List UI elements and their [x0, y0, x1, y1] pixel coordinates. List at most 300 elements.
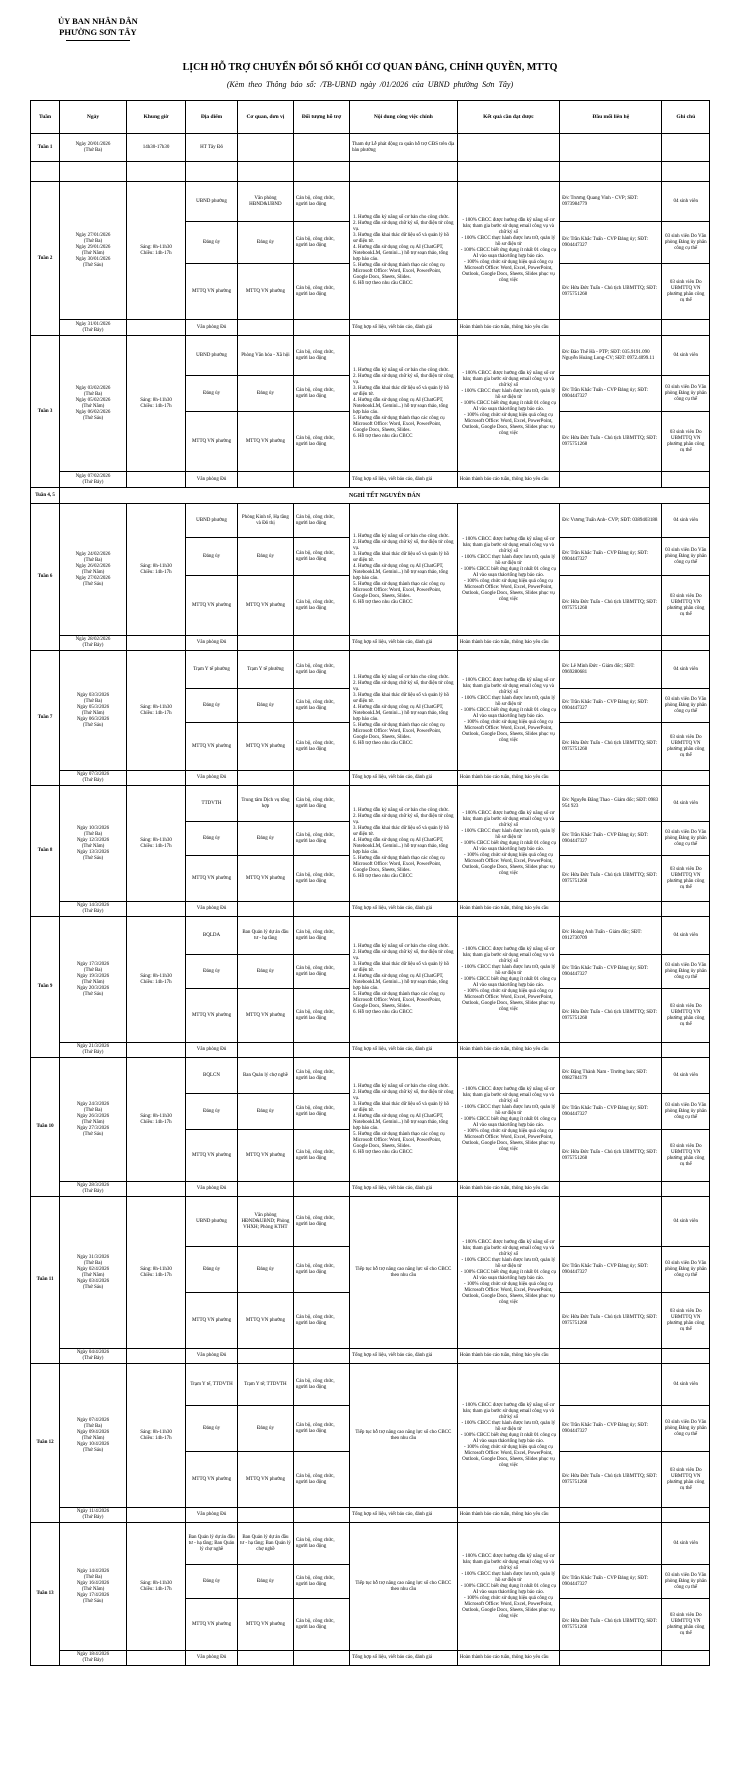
- place-cell: Đảng ủy: [186, 822, 238, 856]
- date-cell: Ngày 03/3/2026 (Thứ Ba) Ngày 05/3/2026 (Thứ Năm) Ngày 06/3/2026 (Thứ Sáu): [60, 651, 127, 771]
- place-cell: MTTQ VN phường: [186, 989, 238, 1043]
- table-row: [31, 1364, 710, 1406]
- place-cell: BQLCN: [186, 1058, 238, 1094]
- contact-cell: Đ/c Trần Khắc Tuấn - CVP Đảng ủy; SĐT: 0904447327: [560, 822, 662, 856]
- week-label: Tuần 1: [31, 134, 60, 162]
- empty-cell: [60, 162, 127, 182]
- note-cell: [662, 1043, 710, 1058]
- note-cell: 03 sinh viên Do UBMTTQ VN phường phân công cụ thể: [662, 1130, 710, 1182]
- date-cell: Ngày 07/02/2026 (Thứ Bảy): [60, 472, 127, 488]
- table-row: [31, 636, 710, 651]
- results-cell: [457, 1364, 559, 1508]
- date-cell: Ngày 07/3/2026 (Thứ Bảy): [60, 771, 127, 786]
- content-cell: Tổng hợp số liệu, viết báo cáo, đánh giá: [349, 1043, 457, 1058]
- results-cell-line: - 100% CBCC biết ứng dụng ít nhất 01 công cụ AI vào soạn thảo/tổng hợp báo cáo.: [460, 1269, 556, 1281]
- contact-cell: Đ/c Trần Khắc Tuấn - CVP Đảng ủy; SĐT: 0904447327: [560, 1565, 662, 1599]
- time-cell: [126, 636, 185, 651]
- place-cell: Văn phòng Đủ: [186, 1651, 238, 1666]
- column-header: Ngày: [60, 101, 127, 134]
- target-cell: Cán bộ, công chức, người lao động: [293, 723, 349, 771]
- results-cell-line: - 100% công chức sử dụng hiệu quả công cụ Microsoft Office: Word, Excel, PowerPoint, Outlook, Google Docs, Sheets, Slides phục vụ công việc: [462, 852, 555, 876]
- target-cell: Cán bộ, công chức, người lao động: [293, 1197, 349, 1247]
- date-cell: Ngày 11/4/2026 (Thứ Bảy): [60, 1508, 127, 1523]
- content-cell-line: 4. Hướng dẫn sử dụng công cụ AI (ChatGPT, NotebookLM, Gemini...) hỗ trợ soạn thảo, tổng hợp báo cáo.: [352, 563, 448, 581]
- unit-cell: Văn phòng HĐND&UBND: [237, 182, 293, 222]
- unit-cell: Đảng ủy: [237, 1406, 293, 1452]
- place-cell: Đảng ủy: [186, 1565, 238, 1599]
- content-cell-line: 4. Hướng dẫn sử dụng công cụ AI (ChatGPT, NotebookLM, Gemini...) hỗ trợ soạn thảo, tổng hợp báo cáo.: [352, 1113, 448, 1131]
- note-cell: [662, 1349, 710, 1364]
- contact-cell: Đ/c Hứa Đức Tuấn - Chủ tịch UBMTTQ; SĐT: 0975751268: [560, 264, 662, 320]
- content-cell: Tổng hợp số liệu, viết báo cáo, đánh giá: [349, 1182, 457, 1197]
- empty-cell: [293, 162, 349, 182]
- results-cell-line: - 100% công chức sử dụng hiệu quả công cụ Microsoft Office: Word, Excel, PowerPoint, Outlook, Google Docs, Sheets, Slides phục vụ công việc: [462, 578, 555, 602]
- date-cell: Ngày 14/3/2026 (Thứ Bảy): [60, 902, 127, 917]
- time-cell: [126, 1043, 185, 1058]
- empty-cell: [31, 162, 60, 182]
- empty-cell: [560, 134, 662, 162]
- results-cell-line: - 100% CBCC thực hành được lưu trữ, quản lý hồ sơ điện tử: [461, 388, 556, 400]
- unit-cell: [237, 1508, 293, 1523]
- column-header: Đối tượng hỗ trợ: [293, 101, 349, 134]
- date-cell: Ngày 03/02/2026 (Thứ Ba) Ngày 05/02/2026 (Thứ Năm) Ngày 06/02/2026 (Thứ Sáu): [60, 336, 127, 472]
- results-cell: [457, 1523, 559, 1651]
- target-cell: [293, 636, 349, 651]
- content-cell-line: 1. Hướng dẫn ký năng số cơ bản cho công chức.: [352, 807, 450, 813]
- unit-cell: Trạm Y tế phường: [237, 651, 293, 689]
- table-row: [31, 182, 710, 222]
- holiday-banner: NGHỈ TẾT NGUYÊN ĐÁN: [60, 488, 710, 504]
- content-cell-line: 6. Hỗ trợ theo nhu cầu CBCC: [352, 873, 413, 879]
- table-row: [31, 771, 710, 786]
- unit-cell: MTTQ VN phường: [237, 1599, 293, 1651]
- week-label: Tuần 4, 5: [31, 488, 60, 504]
- results-cell-line: - 100% CBCC thực hành được lưu trữ, quản lý hồ sơ điện tử: [461, 695, 556, 707]
- content-cell-line: 4. Hướng dẫn sử dụng công cụ AI (ChatGPT, NotebookLM, Gemini...) hỗ trợ soạn thảo, tổng hợp báo cáo.: [352, 244, 448, 262]
- contact-cell: Đ/c Hứa Đức Tuấn - Chủ tịch UBMTTQ; SĐT: 0975751268: [560, 576, 662, 636]
- content-cell: Tổng hợp số liệu, viết báo cáo, đánh giá: [349, 1651, 457, 1666]
- time-cell: Sáng: 8h-11h30 Chiều: 14h-17h: [126, 504, 185, 636]
- content-cell-line: 4. Hướng dẫn sử dụng công cụ AI (ChatGPT, NotebookLM, Gemini...) hỗ trợ soạn thảo, tổng hợp báo cáo.: [352, 837, 448, 855]
- contact-cell: Đ/c Trần Khắc Tuấn - CVP Đảng ủy; SĐT: 0904447327: [560, 222, 662, 264]
- unit-cell: Đảng ủy: [237, 538, 293, 576]
- contact-cell: Đ/c Trương Quang Vinh - CVP; SĐT: 0973984779: [560, 182, 662, 222]
- note-cell: 03 sinh viên Do UBMTTQ VN phường phân công cụ thể: [662, 1599, 710, 1651]
- date-cell: Ngày 27/01/2026 (Thứ Ba) Ngày 29/01/2026 (Thứ Năm) Ngày 30/01/2026 (Thứ Sáu): [60, 182, 127, 320]
- table-row: [31, 472, 710, 488]
- target-cell: Cán bộ, công chức, người lao động: [293, 1565, 349, 1599]
- place-cell: Đảng ủy: [186, 1406, 238, 1452]
- contact-cell: Đ/c Hứa Đức Tuấn - Chủ tịch UBMTTQ; SĐT: 0975751268: [560, 1599, 662, 1651]
- content-cell: Tiếp tục hỗ trợ nâng cao năng lực số cho CBCC theo nhu cầu: [349, 1523, 457, 1651]
- content-cell: [349, 917, 457, 1043]
- content-cell-line: 6. Hỗ trợ theo nhu cầu CBCC: [352, 740, 413, 746]
- unit-cell: MTTQ VN phường: [237, 576, 293, 636]
- contact-cell: [560, 771, 662, 786]
- place-cell: Đảng ủy: [186, 1094, 238, 1130]
- contact-cell: Đ/c Đặng Thành Nam - Trưởng ban; SĐT: 0982784179: [560, 1058, 662, 1094]
- target-cell: Cán bộ, công chức, người lao động: [293, 504, 349, 538]
- place-cell: MTTQ VN phường: [186, 412, 238, 472]
- date-cell: Ngày 17/3/2026 (Thứ Ba) Ngày 19/3/2026 (Thứ Năm) Ngày 20/3/2026 (Thứ Sáu): [60, 917, 127, 1043]
- results-cell: Hoàn thành báo cáo tuần, thông báo yêu cầu: [457, 1651, 559, 1666]
- date-cell: Ngày 24/3/2026 (Thứ Ba) Ngày 26/3/2026 (Thứ Năm) Ngày 27/3/2026 (Thứ Sáu): [60, 1058, 127, 1182]
- table-row: [31, 1058, 710, 1094]
- contact-cell: Đ/c Hứa Đức Tuấn - Chủ tịch UBMTTQ; SĐT: 0975751268: [560, 989, 662, 1043]
- results-cell-line: - 100% CBCC biết ứng dụng ít nhất 01 công cụ AI vào soạn thảo/tổng hợp báo cáo.: [460, 400, 556, 412]
- results-cell-line: - 100% CBCC biết ứng dụng ít nhất 01 công cụ AI vào soạn thảo/tổng hợp báo cáo.: [460, 1116, 556, 1128]
- content-cell: Tiếp tục hỗ trợ nâng cao năng lực số cho CBCC theo nhu cầu: [349, 1364, 457, 1508]
- time-cell: Sáng: 8h-11h30 Chiều: 14h-17h: [126, 336, 185, 472]
- note-cell: [662, 472, 710, 488]
- results-cell-line: - 100% CBCC biết ứng dụng ít nhất 01 công cụ AI vào soạn thảo/tổng hợp báo cáo.: [460, 840, 556, 852]
- note-cell: 03 sinh viên Do Văn phòng Đảng ủy phân công cụ thể: [662, 689, 710, 723]
- results-cell: [457, 1197, 559, 1349]
- contact-cell: Đ/c Đào Thế Hà - PTP; SĐT: 035.9191.090 Nguyễn Hoàng Long-CV; SĐT: 0972.4099.11: [560, 336, 662, 376]
- results-cell-line: - 100% CBCC thực hành được lưu trữ, quản lý hồ sơ điện tử: [461, 554, 556, 566]
- unit-cell: [237, 1651, 293, 1666]
- target-cell: Cán bộ, công chức, người lao động: [293, 1058, 349, 1094]
- time-cell: [126, 1349, 185, 1364]
- place-cell: MTTQ VN phường: [186, 856, 238, 902]
- contact-cell: Đ/c Trần Khắc Tuấn - CVP Đảng ủy; SĐT: 0904447327: [560, 955, 662, 989]
- column-header: Địa điểm: [186, 101, 238, 134]
- place-cell: MTTQ VN phường: [186, 1293, 238, 1349]
- content-cell-line: 3. Hướng dẫn khai thác dữ liệu số và quản lý hồ sơ điện tử.: [352, 692, 450, 704]
- content-cell-line: 3. Hướng dẫn khai thác dữ liệu số và quản lý hồ sơ điện tử.: [352, 385, 450, 397]
- note-cell: 04 sinh viên: [662, 1058, 710, 1094]
- results-cell-line: - 100% CBCC thực hành được lưu trữ, quản lý hồ sơ điện tử: [461, 1104, 556, 1116]
- results-cell: Hoàn thành báo cáo tuần, thông báo yêu cầu: [457, 1043, 559, 1058]
- results-cell: Hoàn thành báo cáo tuần, thông báo yêu cầu: [457, 1349, 559, 1364]
- results-cell-line: - 100% CBCC biết ứng dụng ít nhất 01 công cụ AI vào soạn thảo/tổng hợp báo cáo.: [460, 566, 556, 578]
- target-cell: Cán bộ, công chức, người lao động: [293, 822, 349, 856]
- target-cell: Cán bộ, công chức, người lao động: [293, 1130, 349, 1182]
- unit-cell: Trạm Y tế; TTDVTH: [237, 1364, 293, 1406]
- column-header: Cơ quan, đơn vị: [237, 101, 293, 134]
- target-cell: [293, 771, 349, 786]
- content-cell-line: 2. Hướng dẫn sử dụng chữ ký số, thư điện tử công vụ.: [352, 373, 454, 385]
- empty-cell: [349, 162, 457, 182]
- empty-cell: [126, 162, 185, 182]
- content-cell-line: 2. Hướng dẫn sử dụng chữ ký số, thư điện tử công vụ.: [352, 539, 454, 551]
- content-cell-line: 4. Hướng dẫn sử dụng công cụ AI (ChatGPT, NotebookLM, Gemini...) hỗ trợ soạn thảo, tổng hợp báo cáo.: [352, 973, 448, 991]
- time-cell: [126, 320, 185, 336]
- results-cell-line: - 100% công chức sử dụng hiệu quả công cụ Microsoft Office: Word, Excel, PowerPoint, Outlook, Google Docs, Sheets, Slides phục vụ công việc: [462, 259, 555, 283]
- unit-cell: Ban Quản lý chợ nghề: [237, 1058, 293, 1094]
- table-row: [31, 1197, 710, 1247]
- place-cell: UBND phường: [186, 1197, 238, 1247]
- place-cell: Đảng ủy: [186, 1247, 238, 1293]
- note-cell: 04 sinh viên: [662, 917, 710, 955]
- note-cell: 03 sinh viên Do Văn phòng Đảng ủy phân công cụ thể: [662, 822, 710, 856]
- results-cell: Hoàn thành báo cáo tuần, thông báo yêu cầu: [457, 320, 559, 336]
- content-cell: [349, 182, 457, 320]
- unit-cell: [237, 1182, 293, 1197]
- target-cell: Cán bộ, công chức, người lao động: [293, 538, 349, 576]
- results-cell: Hoàn thành báo cáo tuần, thông báo yêu cầu: [457, 636, 559, 651]
- contact-cell: Đ/c Trần Khắc Tuấn - CVP Đảng ủy; SĐT: 0904447327: [560, 1406, 662, 1452]
- target-cell: Cán bộ, công chức, người lao động: [293, 1523, 349, 1565]
- unit-cell: MTTQ VN phường: [237, 412, 293, 472]
- week-label: Tuần 3: [31, 336, 60, 488]
- place-cell: Đảng ủy: [186, 689, 238, 723]
- unit-cell: Đảng ủy: [237, 1247, 293, 1293]
- content-cell-line: 4. Hướng dẫn sử dụng công cụ AI (ChatGPT, NotebookLM, Gemini...) hỗ trợ soạn thảo, tổng hợp báo cáo.: [352, 704, 448, 722]
- date-cell: Ngày 31/3/2026 (Thứ Ba) Ngày 02/4/2026 (Thứ Năm) Ngày 03/4/2026 (Thứ Sáu): [60, 1197, 127, 1349]
- date-cell: Ngày 31/01/2026 (Thứ Bảy): [60, 320, 127, 336]
- results-cell-line: - 100% CBCC được hướng dẫn kỹ năng số cơ bản; tham gia bước sử dụng email công vụ và chữ ký số: [462, 1402, 555, 1420]
- content-cell-line: 6. Hỗ trợ theo nhu cầu CBCC: [352, 280, 413, 286]
- unit-cell: Đảng ủy: [237, 1565, 293, 1599]
- contact-cell: [560, 1349, 662, 1364]
- note-cell: 04 sinh viên: [662, 336, 710, 376]
- results-cell-line: - 100% công chức sử dụng hiệu quả công cụ Microsoft Office: Word, Excel, PowerPoint, Outlook, Google Docs, Sheets, Slides phục vụ công việc: [462, 988, 555, 1012]
- target-cell: Cán bộ, công chức, người lao động: [293, 1364, 349, 1406]
- content-cell-line: 2. Hướng dẫn sử dụng chữ ký số, thư điện tử công vụ.: [352, 220, 454, 232]
- week-label: Tuần 8: [31, 786, 60, 917]
- results-cell-line: - 100% CBCC được hướng dẫn kỹ năng số cơ bản; tham gia bước sử dụng email công vụ và chữ ký số: [462, 217, 555, 235]
- target-cell: Cán bộ, công chức, người lao động: [293, 376, 349, 412]
- week-label: Tuần 12: [31, 1364, 60, 1523]
- content-cell-line: 2. Hướng dẫn sử dụng chữ ký số, thư điện tử công vụ.: [352, 680, 454, 692]
- results-cell: [457, 504, 559, 636]
- target-cell: Cán bộ, công chức, người lao động: [293, 412, 349, 472]
- place-cell: Đảng ủy: [186, 376, 238, 412]
- contact-cell: Đ/c Hứa Đức Tuấn - Chủ tịch UBMTTQ; SĐT: 0975751268: [560, 1130, 662, 1182]
- contact-cell: Đ/c Lê Minh Đức - Giám đốc; SĐT: 0969280681: [560, 651, 662, 689]
- content-cell-line: 1. Hướng dẫn ký năng số cơ bản cho công chức.: [352, 943, 450, 949]
- note-cell: [662, 1508, 710, 1523]
- target-cell: Cán bộ, công chức, người lao động: [293, 1247, 349, 1293]
- date-cell: Ngày 04/4/2026 (Thứ Bảy): [60, 1349, 127, 1364]
- date-cell: Ngày 18/4/2026 (Thứ Bảy): [60, 1651, 127, 1666]
- content-cell: Tham dự Lễ phát động ra quân hỗ trợ CĐS trên địa bàn phường: [349, 134, 457, 162]
- table-row: [31, 1651, 710, 1666]
- place-cell: Đảng ủy: [186, 538, 238, 576]
- place-cell: UBND phường: [186, 182, 238, 222]
- note-cell: 03 sinh viên Do UBMTTQ VN phường phân công cụ thể: [662, 856, 710, 902]
- unit-cell: Trung tâm Dịch vụ tổng hợp: [237, 786, 293, 822]
- unit-cell: Ban Quản lý dự án đầu tư - hạ tầng; Ban Quản lý chợ nghề: [237, 1523, 293, 1565]
- place-cell: Văn phòng Đủ: [186, 472, 238, 488]
- target-cell: Cán bộ, công chức, người lao động: [293, 856, 349, 902]
- contact-cell: [560, 636, 662, 651]
- time-cell: Sáng: 8h-11h30 Chiều: 14h-17h: [126, 182, 185, 320]
- place-cell: Văn phòng Đủ: [186, 320, 238, 336]
- results-cell: [457, 786, 559, 902]
- unit-cell: [237, 1349, 293, 1364]
- note-cell: [662, 1182, 710, 1197]
- content-cell: Tổng hợp số liệu, viết báo cáo, đánh giá: [349, 1349, 457, 1364]
- content-cell: Tiếp tục hỗ trợ nâng cao năng lực số cho CBCC theo nhu cầu: [349, 1197, 457, 1349]
- note-cell: 03 sinh viên Do UBMTTQ VN phường phân công cụ thể: [662, 412, 710, 472]
- content-cell-line: 2. Hướng dẫn sử dụng chữ ký số, thư điện tử công vụ.: [352, 949, 454, 961]
- results-cell-line: - 100% CBCC thực hành được lưu trữ, quản lý hồ sơ điện tử: [461, 1420, 556, 1432]
- target-cell: [293, 1349, 349, 1364]
- content-cell: [349, 1058, 457, 1182]
- place-cell: MTTQ VN phường: [186, 576, 238, 636]
- time-cell: 14h30-17h30: [126, 134, 185, 162]
- unit-cell: Đảng ủy: [237, 1094, 293, 1130]
- content-cell: Tổng hợp số liệu, viết báo cáo, đánh giá: [349, 320, 457, 336]
- target-cell: Cán bộ, công chức, người lao động: [293, 264, 349, 320]
- unit-cell: Văn phòng HĐND&UBND; Phòng VHXH; Phòng KTHT: [237, 1197, 293, 1247]
- results-cell: Hoàn thành báo cáo tuần, thông báo yêu cầu: [457, 472, 559, 488]
- time-cell: Sáng: 8h-11h30 Chiều: 14h-17h: [126, 651, 185, 771]
- time-cell: Sáng: 8h-11h30 Chiều: 14h-17h: [126, 1058, 185, 1182]
- contact-cell: Đ/c Hoàng Anh Tuấn - Giám đốc; SĐT: 0912730709: [560, 917, 662, 955]
- table-row: [31, 1182, 710, 1197]
- results-cell-line: - 100% công chức sử dụng hiệu quả công cụ Microsoft Office: Word, Excel, PowerPoint, Outlook, Google Docs, Sheets, Slides phục vụ công việc: [462, 1281, 555, 1305]
- empty-cell: [237, 162, 293, 182]
- column-header: Nội dung công việc chính: [349, 101, 457, 134]
- note-cell: 03 sinh viên Do UBMTTQ VN phường phân công cụ thể: [662, 576, 710, 636]
- contact-cell: [560, 1364, 662, 1406]
- target-cell: [293, 1508, 349, 1523]
- unit-cell: [237, 771, 293, 786]
- target-cell: Cán bộ, công chức, người lao động: [293, 917, 349, 955]
- unit-cell: [237, 320, 293, 336]
- contact-cell: [560, 1197, 662, 1247]
- place-cell: Trạm Y tế phường: [186, 651, 238, 689]
- unit-cell: [237, 636, 293, 651]
- note-cell: 03 sinh viên Do UBMTTQ VN phường phân công cụ thể: [662, 264, 710, 320]
- target-cell: Cán bộ, công chức, người lao động: [293, 182, 349, 222]
- content-cell: Tổng hợp số liệu, viết báo cáo, đánh giá: [349, 1508, 457, 1523]
- contact-cell: Đ/c Hứa Đức Tuấn - Chủ tịch UBMTTQ; SĐT: 0975751268: [560, 856, 662, 902]
- target-cell: Cán bộ, công chức, người lao động: [293, 1293, 349, 1349]
- place-cell: Văn phòng Đủ: [186, 636, 238, 651]
- empty-cell: [560, 162, 662, 182]
- content-cell: Tổng hợp số liệu, viết báo cáo, đánh giá: [349, 771, 457, 786]
- results-cell: [457, 917, 559, 1043]
- table-row: [31, 1043, 710, 1058]
- note-cell: 04 sinh viên: [662, 1364, 710, 1406]
- contact-cell: Đ/c Hứa Đức Tuấn - Chủ tịch UBMTTQ; SĐT: 0975751268: [560, 412, 662, 472]
- time-cell: [126, 472, 185, 488]
- table-row: [31, 488, 710, 504]
- target-cell: Cán bộ, công chức, người lao động: [293, 336, 349, 376]
- contact-cell: [560, 1523, 662, 1565]
- place-cell: TTDVTH: [186, 786, 238, 822]
- date-cell: Ngày 21/3/2026 (Thứ Bảy): [60, 1043, 127, 1058]
- note-cell: 03 sinh viên Do Văn phòng Đảng ủy phân công cụ thể: [662, 1406, 710, 1452]
- place-cell: Văn phòng Đủ: [186, 1043, 238, 1058]
- content-cell-line: 6. Hỗ trợ theo nhu cầu CBCC: [352, 599, 413, 605]
- week-label: Tuần 9: [31, 917, 60, 1058]
- table-row: [31, 651, 710, 689]
- contact-cell: Đ/c Trần Khắc Tuấn - CVP Đảng ủy; SĐT: 0904447327: [560, 1247, 662, 1293]
- note-cell: 04 sinh viên: [662, 1197, 710, 1247]
- place-cell: HT Tây Đô: [186, 134, 238, 162]
- date-cell: Ngày 24/02/2026 (Thứ Ba) Ngày 26/02/2026 (Thứ Năm) Ngày 27/02/2026 (Thứ Sáu): [60, 504, 127, 636]
- results-cell-line: - 100% CBCC được hướng dẫn kỹ năng số cơ bản; tham gia bước sử dụng email công vụ và chữ ký số: [462, 946, 555, 964]
- results-cell-line: - 100% CBCC thực hành được lưu trữ, quản lý hồ sơ điện tử: [461, 235, 556, 247]
- content-cell-line: 1. Hướng dẫn ký năng số cơ bản cho công chức.: [352, 367, 450, 373]
- place-cell: UBND phường: [186, 336, 238, 376]
- target-cell: Cán bộ, công chức, người lao động: [293, 576, 349, 636]
- unit-cell: Phòng Kinh tế, Hạ tầng và Đô thị: [237, 504, 293, 538]
- target-cell: Cán bộ, công chức, người lao động: [293, 1094, 349, 1130]
- unit-cell: [237, 902, 293, 917]
- content-cell-line: 1. Hướng dẫn ký năng số cơ bản cho công chức.: [352, 674, 450, 680]
- content-cell-line: 3. Hướng dẫn khai thác dữ liệu số và quản lý hồ sơ điện tử.: [352, 961, 450, 973]
- unit-cell: Ban Quản lý dự án đầu tư - hạ tầng: [237, 917, 293, 955]
- empty-cell: [662, 134, 710, 162]
- place-cell: MTTQ VN phường: [186, 1130, 238, 1182]
- content-cell-line: 5. Hướng dẫn sử dụng thành thạo các công cụ Microsoft Office: Word, Excel, PowerPoint, Google Docs, Sheets, Slides.: [352, 415, 445, 433]
- contact-cell: Đ/c Hứa Đức Tuấn - Chủ tịch UBMTTQ; SĐT: 0975751268: [560, 1452, 662, 1508]
- date-cell: Ngày 07/4/2026 (Thứ Ba) Ngày 09/4/2026 (Thứ Năm) Ngày 10/4/2026 (Thứ Sáu): [60, 1364, 127, 1508]
- week-label: Tuần 11: [31, 1197, 60, 1364]
- place-cell: MTTQ VN phường: [186, 723, 238, 771]
- content-cell-line: 1. Hướng dẫn ký năng số cơ bản cho công chức.: [352, 1083, 450, 1089]
- results-cell-line: - 100% CBCC được hướng dẫn kỹ năng số cơ bản; tham gia bước sử dụng email công vụ và chữ ký số: [462, 810, 555, 828]
- org-header: [58, 16, 138, 41]
- results-cell: Hoàn thành báo cáo tuần, thông báo yêu cầu: [457, 771, 559, 786]
- results-cell-line: - 100% CBCC được hướng dẫn kỹ năng số cơ bản; tham gia bước sử dụng email công vụ và chữ ký số: [462, 1086, 555, 1104]
- unit-cell: Đảng ủy: [237, 376, 293, 412]
- table-row: [31, 1508, 710, 1523]
- target-cell: [293, 1651, 349, 1666]
- contact-cell: [560, 1182, 662, 1197]
- contact-cell: [560, 1043, 662, 1058]
- place-cell: Đảng ủy: [186, 222, 238, 264]
- target-cell: Cán bộ, công chức, người lao động: [293, 989, 349, 1043]
- content-cell-line: 1. Hướng dẫn ký năng số cơ bản cho công chức.: [352, 214, 450, 220]
- unit-cell: MTTQ VN phường: [237, 1452, 293, 1508]
- contact-cell: [560, 472, 662, 488]
- target-cell: Cán bộ, công chức, người lao động: [293, 1599, 349, 1651]
- note-cell: 03 sinh viên Do UBMTTQ VN phường phân công cụ thể: [662, 1452, 710, 1508]
- content-cell: [349, 336, 457, 472]
- place-cell: Đảng ủy: [186, 955, 238, 989]
- content-cell: Tổng hợp số liệu, viết báo cáo, đánh giá: [349, 902, 457, 917]
- note-cell: 03 sinh viên Do UBMTTQ VN phường phân công cụ thể: [662, 989, 710, 1043]
- table-row: [31, 1349, 710, 1364]
- week-label: Tuần 10: [31, 1058, 60, 1197]
- contact-cell: Đ/c Nguyễn Đăng Thao - Giám đốc; SĐT: 0983 954 923: [560, 786, 662, 822]
- unit-cell: MTTQ VN phường: [237, 989, 293, 1043]
- org-line-1: ỦY BAN NHÂN DÂN: [58, 16, 138, 26]
- table-row: [31, 917, 710, 955]
- place-cell: Văn phòng Đủ: [186, 1349, 238, 1364]
- target-cell: Cán bộ, công chức, người lao động: [293, 222, 349, 264]
- note-cell: 03 sinh viên Do Văn phòng Đảng ủy phân công cụ thể: [662, 1247, 710, 1293]
- note-cell: 03 sinh viên Do Văn phòng Đảng ủy phân công cụ thể: [662, 1565, 710, 1599]
- target-cell: [293, 134, 349, 162]
- week-label: Tuần 6: [31, 504, 60, 651]
- target-cell: Cán bộ, công chức, người lao động: [293, 786, 349, 822]
- contact-cell: Đ/c Hứa Đức Tuấn - Chủ tịch UBMTTQ; SĐT: 0975751268: [560, 1293, 662, 1349]
- unit-cell: MTTQ VN phường: [237, 723, 293, 771]
- table-row: [31, 504, 710, 538]
- time-cell: [126, 1651, 185, 1666]
- table-row: [31, 134, 710, 162]
- results-cell-line: - 100% công chức sử dụng hiệu quả công cụ Microsoft Office: Word, Excel, PowerPoint, Outlook, Google Docs, Sheets, Slides phục vụ công việc: [462, 1595, 555, 1619]
- time-cell: [126, 1508, 185, 1523]
- week-label: Tuần 13: [31, 1523, 60, 1666]
- place-cell: UBND phường: [186, 504, 238, 538]
- note-cell: [662, 902, 710, 917]
- table-row: [31, 162, 710, 182]
- results-cell-line: - 100% CBCC thực hành được lưu trữ, quản lý hồ sơ điện tử: [461, 964, 556, 976]
- place-cell: Văn phòng Đủ: [186, 1508, 238, 1523]
- target-cell: [293, 1182, 349, 1197]
- content-cell: Tổng hợp số liệu, viết báo cáo, đánh giá: [349, 636, 457, 651]
- note-cell: 04 sinh viên: [662, 651, 710, 689]
